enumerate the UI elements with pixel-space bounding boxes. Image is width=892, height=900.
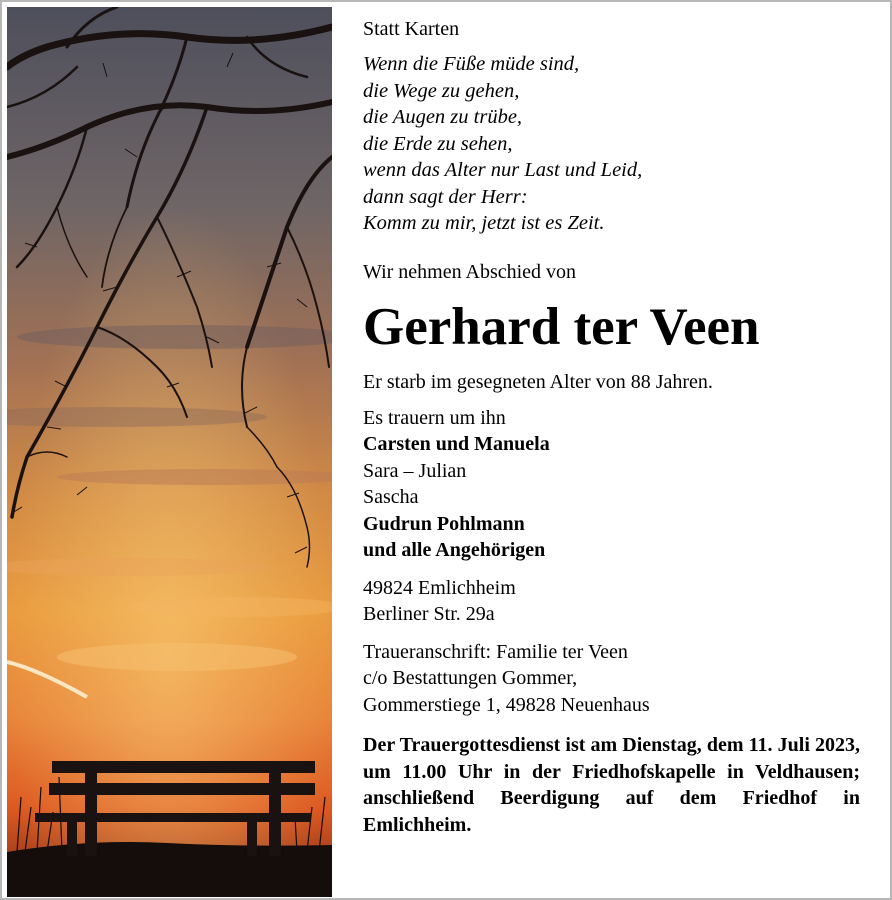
mourning-address-line: c/o Bestattungen Gommer,	[363, 667, 578, 689]
sunset-illustration	[7, 7, 332, 897]
mourning-address-line: Gommerstiege 1, 49828 Neuenhaus	[363, 693, 650, 716]
obituary-text	[363, 16, 860, 838]
mourners-intro: Es trauern um ihn	[363, 406, 506, 429]
poem-line: Wenn die Füße müde sind,	[363, 53, 580, 75]
mourning-address-line: Traueranschrift: Familie ter Veen	[363, 640, 628, 663]
funeral-service-info: Der Trauergottesdienst ist am Dienstag, dem 11. Juli 2023, um 11.00 Uhr in der Friedhofskapelle in Veldhausen; anschließend Beerdigung auf dem Friedhof in Emlichheim.	[363, 734, 860, 836]
poem-line: wenn das Alter nur Last und Leid,	[363, 159, 643, 181]
mourner-name: und alle Angehörigen	[363, 539, 546, 561]
poem-line: die Augen zu trübe,	[363, 106, 523, 128]
mourner-name: Carsten und Manuela	[363, 433, 550, 455]
poem-line: Komm zu mir, jetzt ist es Zeit.	[363, 212, 605, 234]
mourner-name: Sascha	[363, 486, 419, 508]
mourner-name: Gudrun Pohlmann	[363, 512, 525, 535]
mourning-address	[363, 639, 860, 719]
mourner-name: Sara – Julian	[363, 459, 467, 482]
address-street: Berliner Str. 29a	[363, 603, 495, 625]
poem	[363, 51, 860, 237]
deceased-name: Gerhard ter Veen	[363, 298, 760, 356]
mourners-block	[363, 405, 860, 564]
home-address	[363, 575, 860, 628]
sunset-bench-photo	[7, 7, 332, 897]
header-note: Statt Karten	[363, 18, 460, 40]
poem-line: die Erde zu sehen,	[363, 132, 513, 155]
address-city: 49824 Emlichheim	[363, 576, 516, 599]
farewell-line: Wir nehmen Abschied von	[363, 260, 577, 283]
age-line: Er starb im gesegneten Alter von 88 Jahren.	[363, 371, 713, 393]
poem-line: dann sagt der Herr:	[363, 185, 528, 208]
poem-line: die Wege zu gehen,	[363, 79, 520, 102]
